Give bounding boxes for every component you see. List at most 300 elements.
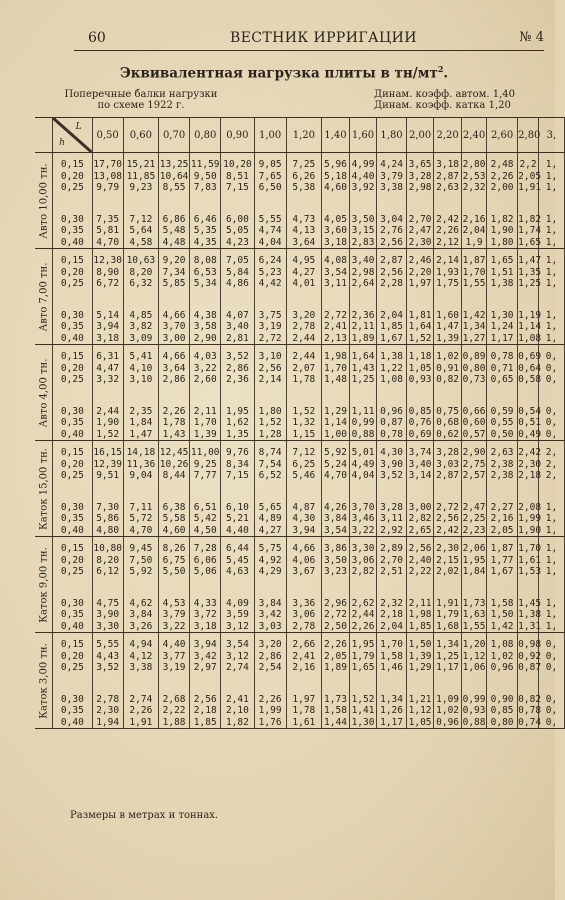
- table-cell: [190, 400, 221, 441]
- load-value: 1,62: [225, 417, 249, 428]
- load-value: 10,80: [93, 543, 122, 554]
- table-cell: [518, 537, 542, 592]
- load-value: 3,11: [380, 513, 403, 524]
- load-value: 2,10: [225, 705, 249, 716]
- load-value: 3,04: [380, 213, 403, 225]
- load-value: 1,: [545, 321, 558, 332]
- load-value: 10,63: [126, 255, 156, 266]
- load-value: 1,12: [462, 650, 486, 662]
- load-value: 0,75: [436, 405, 460, 417]
- load-value: 0,49: [518, 428, 542, 440]
- thickness-value: 0,30: [60, 693, 84, 705]
- thickness-value: 0,20: [60, 554, 84, 566]
- load-value: 2,36: [351, 309, 375, 321]
- load-value: 4,30: [292, 513, 316, 524]
- table-cell: [92, 400, 123, 441]
- table-cell: [221, 633, 254, 688]
- load-value: 3,28: [408, 170, 432, 182]
- load-value: 2,08: [518, 501, 542, 513]
- load-value: 2,56: [193, 693, 217, 705]
- table-cell: [434, 496, 462, 537]
- load-value: 2,05: [518, 170, 542, 182]
- table-cell: [190, 592, 221, 633]
- load-value: 1,17: [380, 716, 403, 728]
- table-cell: [321, 592, 349, 633]
- table-cell: [321, 400, 349, 441]
- load-value: 1,43: [351, 362, 375, 374]
- load-value: 1,: [545, 501, 558, 513]
- thickness-cell: [53, 496, 92, 537]
- load-value: 2,56: [436, 513, 460, 524]
- load-value: 4,43: [96, 650, 120, 662]
- load-value: 0,54: [518, 405, 542, 417]
- load-value: 0,57: [462, 428, 486, 440]
- vehicle-label: [35, 153, 53, 249]
- table-cell: [159, 249, 190, 304]
- thickness-cell: [53, 688, 92, 729]
- load-value: 1,58: [490, 597, 514, 609]
- table-cell: [462, 537, 487, 592]
- load-value: 12,45: [159, 447, 189, 458]
- load-value: 1,99: [258, 705, 282, 716]
- load-value: 2,47: [408, 225, 432, 236]
- load-value: 3,90: [380, 458, 403, 470]
- load-value: 5,23: [258, 266, 282, 278]
- load-value: 3,84: [258, 597, 282, 609]
- table-cell: [123, 537, 158, 592]
- column-header: 0,90: [221, 118, 254, 153]
- thickness-value: 0,30: [60, 597, 84, 609]
- load-value: 1,64: [408, 321, 432, 332]
- thickness-value: 0,30: [60, 309, 84, 321]
- table-cell: [377, 441, 407, 496]
- load-value: 1,05: [408, 716, 432, 728]
- load-value: 7,12: [129, 213, 153, 225]
- load-value: 4,89: [258, 513, 282, 524]
- table-cell: [538, 441, 564, 496]
- load-value: 0,55: [490, 417, 514, 428]
- load-value: 1,75: [436, 278, 460, 289]
- load-value: 0,: [545, 417, 558, 428]
- load-value: 1,02: [436, 351, 460, 362]
- load-value: 1,55: [462, 278, 486, 289]
- load-value: 2,30: [408, 236, 432, 248]
- load-value: 4,86: [225, 278, 249, 289]
- load-value: 2,04: [380, 309, 403, 321]
- load-value: 3,65: [408, 159, 432, 170]
- table-cell: [350, 592, 377, 633]
- load-value: 1,08: [380, 374, 403, 385]
- load-value: 8,08: [193, 255, 217, 266]
- load-value: 3,09: [129, 332, 153, 344]
- load-value: 4,80: [96, 524, 120, 536]
- load-value: 0,92: [518, 650, 542, 662]
- table-cell: [434, 537, 462, 592]
- thickness-cell: [53, 153, 92, 208]
- load-value: 1,11: [351, 405, 375, 417]
- load-value: 1,29: [408, 662, 432, 673]
- load-value: 5,55: [96, 639, 120, 650]
- table-cell: [123, 304, 158, 345]
- table-cell: [518, 400, 542, 441]
- table-cell: [123, 496, 158, 537]
- load-value: 3,60: [324, 225, 347, 236]
- load-value: 1,24: [490, 321, 514, 332]
- load-value: 17,70: [93, 159, 122, 170]
- table-cell: [321, 633, 349, 688]
- load-value: 13,08: [93, 170, 122, 182]
- load-value: 3,74: [408, 447, 432, 458]
- load-value: 2,18: [380, 609, 403, 620]
- load-value: 2,05: [490, 524, 514, 536]
- load-value: 1,41: [351, 705, 375, 716]
- load-value: 1,50: [490, 609, 514, 620]
- table-cell: [159, 345, 190, 400]
- load-value: 1,34: [380, 693, 403, 705]
- load-value: 3,11: [324, 278, 347, 289]
- load-value: 2,42: [436, 213, 460, 225]
- load-value: 0,91: [436, 362, 460, 374]
- load-value: 4,42: [258, 278, 282, 289]
- table-cell: [462, 633, 487, 688]
- table-cell: [377, 208, 407, 249]
- thickness-value: 0,20: [60, 458, 84, 470]
- table-cell: [221, 153, 254, 208]
- table-cell: [221, 688, 254, 729]
- load-value: 1,53: [518, 566, 542, 577]
- load-value: 4,27: [292, 266, 316, 278]
- load-value: 1,29: [324, 405, 347, 417]
- load-value: 1,: [545, 159, 558, 170]
- load-value: 4,30: [380, 447, 403, 458]
- load-value: 2,15: [436, 554, 460, 566]
- table-cell: [462, 153, 487, 208]
- load-value: 1,: [545, 513, 558, 524]
- table-cell: [377, 592, 407, 633]
- load-value: 4,50: [193, 524, 217, 536]
- load-value: 3,00: [162, 332, 186, 344]
- load-value: 2,44: [292, 351, 316, 362]
- load-value: 2,86: [258, 650, 282, 662]
- table-cell: [123, 688, 158, 729]
- table-cell: [190, 153, 221, 208]
- load-value: 4,66: [162, 351, 186, 362]
- load-value: 3,42: [258, 609, 282, 620]
- load-value: 2,26: [490, 170, 514, 182]
- table-cell: [350, 345, 377, 400]
- load-value: 4,13: [292, 225, 316, 236]
- load-value: 2,20: [408, 266, 432, 278]
- thickness-value: 0,30: [60, 501, 84, 513]
- load-value: 2,74: [129, 693, 153, 705]
- load-value: 2,75: [462, 458, 486, 470]
- load-value: 2,98: [351, 266, 375, 278]
- load-value: 16,15: [93, 447, 122, 458]
- table-cell: [350, 537, 377, 592]
- table-cell: [321, 496, 349, 537]
- load-value: 1,90: [518, 524, 542, 536]
- load-value: 5,64: [129, 225, 153, 236]
- load-value: 1,82: [490, 213, 514, 225]
- table-cell: [123, 208, 158, 249]
- load-value: 2,16: [462, 213, 486, 225]
- table-row: [35, 592, 565, 633]
- load-value: 1,09: [436, 693, 460, 705]
- load-value: 9,20: [162, 255, 186, 266]
- load-value: 3,90: [96, 609, 120, 620]
- load-value: 2,14: [436, 255, 460, 266]
- thickness-value: 0,15: [60, 639, 84, 650]
- load-value: 3,72: [193, 609, 217, 620]
- table-cell: [321, 345, 349, 400]
- load-value: 1,70: [518, 543, 542, 554]
- load-value: 7,11: [129, 501, 153, 513]
- load-value: 0,99: [351, 417, 375, 428]
- load-value: 0,66: [462, 405, 486, 417]
- load-value: 1,93: [436, 266, 460, 278]
- table-cell: [518, 592, 542, 633]
- thickness-cell: [53, 249, 92, 304]
- load-value: 1,17: [490, 332, 514, 344]
- load-value: 5,45: [225, 554, 249, 566]
- load-value: 3,26: [129, 620, 153, 632]
- load-value: 1,52: [258, 417, 282, 428]
- load-value: 0,68: [436, 417, 460, 428]
- load-value: 7,25: [292, 159, 316, 170]
- table-cell: [538, 496, 564, 537]
- load-value: 1,44: [324, 716, 347, 728]
- load-value: 1,: [545, 170, 558, 182]
- load-value: 0,: [545, 639, 558, 650]
- table-cell: [487, 153, 518, 208]
- load-value: 1,82: [518, 213, 542, 225]
- label-header: [35, 118, 53, 153]
- vehicle-label: [35, 441, 53, 537]
- load-value: 6,46: [193, 213, 217, 225]
- load-value: 2,22: [408, 566, 432, 577]
- load-value: 1,78: [292, 374, 316, 385]
- load-value: 3,54: [225, 639, 249, 650]
- load-value: 1,61: [292, 716, 316, 728]
- load-value: 4,07: [225, 309, 249, 321]
- table-cell: [462, 249, 487, 304]
- load-value: 9,23: [129, 182, 153, 193]
- load-value: 1,85: [380, 321, 403, 332]
- load-value: 1,35: [225, 428, 249, 440]
- table-cell: [92, 441, 123, 496]
- load-value: 7,12: [292, 447, 316, 458]
- load-value: 3,79: [162, 609, 186, 620]
- load-value: 1,45: [518, 597, 542, 609]
- load-value: 4,60: [324, 182, 347, 193]
- load-value: 2,90: [462, 447, 486, 458]
- load-value: 5,21: [225, 513, 249, 524]
- table-cell: [286, 537, 321, 592]
- table-cell: [92, 688, 123, 729]
- load-value: 1,25: [436, 650, 460, 662]
- load-value: 1,12: [408, 705, 432, 716]
- load-value: 3,19: [162, 662, 186, 673]
- load-value: 1,19: [518, 309, 542, 321]
- load-value: 1,84: [129, 417, 153, 428]
- load-value: 1,38: [490, 278, 514, 289]
- table-cell: [434, 249, 462, 304]
- load-value: 3,12: [225, 620, 249, 632]
- load-value: 1,58: [324, 705, 347, 716]
- thickness-value: 0,35: [60, 705, 84, 716]
- load-value: 3,36: [292, 597, 316, 609]
- load-value: 0,51: [518, 417, 542, 428]
- load-value: 4,60: [162, 524, 186, 536]
- load-value: 2,63: [490, 447, 514, 458]
- load-value: 2,44: [96, 405, 120, 417]
- load-value: 3,40: [408, 458, 432, 470]
- vehicle-label: [35, 345, 53, 441]
- vehicle-label-text: Каток 9,00 тн.: [38, 546, 50, 623]
- load-value: 2,11: [193, 405, 217, 417]
- table-cell: [377, 345, 407, 400]
- load-value: 4,26: [324, 501, 347, 513]
- load-value: 0,: [545, 716, 558, 728]
- load-value: 2,68: [162, 693, 186, 705]
- load-value: 5,35: [193, 225, 217, 236]
- load-value: 13,25: [159, 159, 189, 170]
- load-value: 0,64: [518, 362, 542, 374]
- load-value: 1,: [545, 597, 558, 609]
- load-value: 2,11: [408, 597, 432, 609]
- table-cell: [159, 208, 190, 249]
- table-cell: [407, 153, 434, 208]
- table-cell: [254, 304, 286, 345]
- load-value: 1,81: [408, 309, 432, 321]
- table-cell: [321, 537, 349, 592]
- load-value: 0,: [545, 351, 558, 362]
- load-value: 1,91: [129, 716, 153, 728]
- table-cell: [221, 496, 254, 537]
- table-cell: [518, 441, 542, 496]
- load-value: 4,03: [193, 351, 217, 362]
- load-value: 1,: [545, 255, 558, 266]
- table-cell: [321, 153, 349, 208]
- load-value: 2,76: [380, 225, 403, 236]
- load-value: 8,44: [162, 470, 186, 481]
- load-value: 1,79: [436, 609, 460, 620]
- load-value: 1,68: [436, 620, 460, 632]
- load-value: 0,96: [490, 662, 514, 673]
- load-value: 6,10: [225, 501, 249, 513]
- load-value: 1,67: [380, 332, 403, 344]
- load-value: 0,88: [462, 716, 486, 728]
- thickness-value: 0,25: [60, 182, 84, 193]
- load-value: 3,70: [162, 321, 186, 332]
- load-value: 8,20: [96, 554, 120, 566]
- load-value: 1,20: [462, 639, 486, 650]
- table-cell: [518, 633, 542, 688]
- load-value: 4,04: [258, 236, 282, 248]
- load-value: 5,34: [193, 278, 217, 289]
- table-cell: [286, 441, 321, 496]
- load-value: 7,34: [162, 266, 186, 278]
- table-cell: [434, 633, 462, 688]
- vehicle-label: [35, 633, 53, 729]
- load-value: 1,99: [518, 513, 542, 524]
- column-header: 2,60: [487, 118, 518, 153]
- load-value: 1,63: [462, 609, 486, 620]
- load-value: 15,21: [126, 159, 156, 170]
- load-value: 2,: [545, 458, 558, 470]
- column-header: 0,80: [190, 118, 221, 153]
- load-value: 1,9: [465, 236, 483, 248]
- load-value: 3,38: [380, 182, 403, 193]
- load-value: 5,06: [193, 566, 217, 577]
- load-value: 2,70: [380, 554, 403, 566]
- table-cell: [407, 304, 434, 345]
- load-value: 2,62: [351, 597, 375, 609]
- thickness-value: 0,15: [60, 543, 84, 554]
- load-value: 0,99: [462, 693, 486, 705]
- load-value: 0,71: [490, 362, 514, 374]
- load-value: 2,44: [351, 609, 375, 620]
- load-value: 3,58: [193, 321, 217, 332]
- table-cell: [487, 688, 518, 729]
- load-value: 2,27: [490, 501, 514, 513]
- column-header: 2,20: [434, 118, 462, 153]
- load-value: 4,95: [292, 255, 316, 266]
- thickness-value: 0,40: [60, 332, 84, 344]
- load-value: 4,24: [380, 159, 403, 170]
- load-value: 2,57: [462, 470, 486, 481]
- load-value: 3,64: [162, 362, 186, 374]
- load-value: 11,36: [126, 458, 156, 470]
- load-value: 3,20: [258, 639, 282, 650]
- load-value: 1,97: [408, 278, 432, 289]
- load-value: 2,26: [351, 620, 375, 632]
- load-value: 8,26: [162, 543, 186, 554]
- load-value: 1,90: [490, 225, 514, 236]
- load-value: 1,27: [462, 332, 486, 344]
- issue-number: № 4: [519, 30, 544, 45]
- load-value: 3,79: [380, 170, 403, 182]
- load-value: 1,65: [490, 255, 514, 266]
- table-cell: [254, 400, 286, 441]
- load-value: 4,58: [129, 236, 153, 248]
- table-cell: [123, 345, 158, 400]
- load-value: 1,05: [408, 362, 432, 374]
- table-row: [35, 153, 565, 208]
- load-value: 6,75: [162, 554, 186, 566]
- thickness-value: 0,40: [60, 236, 84, 248]
- load-value: 0,82: [518, 693, 542, 705]
- load-value: 3,92: [351, 182, 375, 193]
- load-value: 1,: [545, 332, 558, 344]
- load-scheme-note: Поперечные балки нагрузки по схеме 1922 г.: [64, 89, 218, 111]
- load-value: 3,75: [258, 309, 282, 321]
- table-cell: [377, 153, 407, 208]
- load-value: 1,89: [324, 662, 347, 673]
- table-cell: [286, 153, 321, 208]
- load-value: 2,30: [96, 705, 120, 716]
- load-value: 0,: [545, 374, 558, 385]
- load-value: 1,87: [490, 543, 514, 554]
- load-value: 2,47: [462, 501, 486, 513]
- load-value: 3,84: [129, 609, 153, 620]
- load-value: 8,90: [96, 266, 120, 278]
- table-cell: [434, 400, 462, 441]
- load-value: 2,42: [518, 447, 542, 458]
- table-cell: [123, 441, 158, 496]
- load-value: 3,67: [292, 566, 316, 577]
- load-value: 2,56: [408, 543, 432, 554]
